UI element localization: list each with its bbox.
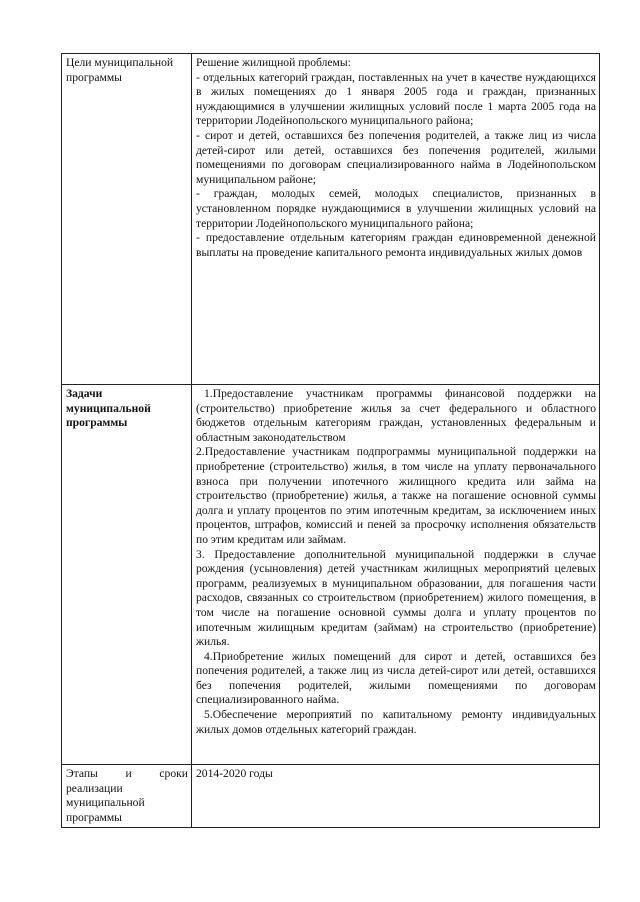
tasks-paragraph: 1.Предоставление участникам программы финансовой поддержки на (строительство) приобретение жилья за счет федерального и областного бюджетов отдельным категориям граждан, установленных федеральным и областным законодательством bbox=[196, 387, 596, 444]
row-value-stages bbox=[192, 765, 600, 828]
tasks-paragraph: 3. Предоставление дополнительной муниципальной поддержки в случае рождения (усыновления) детей участникам жилищных мероприятий целевых программ, реализуемых в муниципальном образовании, для погашения части расходов, связанных со строительством (приобретением) жилого помещения, в том числе на погашение основной суммы долга и уплату процентов по ипотечным жилищным кредитам (займам) на строительство (приобретение) жилья. bbox=[196, 547, 596, 649]
goals-paragraph: - предоставление отдельным категориям граждан единовременной денежной выплаты на проведение капитального ремонта индивидуальных жилых домов bbox=[196, 231, 596, 259]
table-row-stages bbox=[62, 765, 600, 828]
row-label-goals bbox=[62, 54, 192, 385]
table-row-tasks bbox=[62, 385, 600, 765]
table-row-goals bbox=[62, 54, 600, 385]
goals-paragraph: Решение жилищной проблемы: bbox=[196, 56, 351, 69]
goals-label: Цели муниципальной программы bbox=[66, 56, 174, 84]
row-value-tasks bbox=[192, 385, 600, 765]
goals-paragraph: - сирот и детей, оставшихся без попечения родителей, а также лиц из числа детей-сирот или детей, оставшихся без попечения родителей, жилыми помещениями по договорам специализированного найма в Лодейнопольском муниципальном районе; bbox=[196, 128, 596, 186]
stages-value: 2014-2020 годы bbox=[196, 767, 273, 780]
tasks-paragraph: 5.Обеспечение мероприятий по капитальному ремонту индивидуальных жилых домов отдельных категорий граждан. bbox=[196, 708, 596, 736]
stages-label: Этапы и сроки реализации муниципальной программы bbox=[66, 767, 188, 824]
tasks-paragraph: 4.Приобретение жилых помещений для сирот и детей, оставшихся без попечения родителей, а также лиц из числа детей-сирот или детей, оставшихся без попечения родителей, жилыми помещениями по договорам специализированного найма. bbox=[196, 649, 596, 707]
goals-paragraph: - граждан, молодых семей, молодых специалистов, признанных в установленном порядке нуждающимися в улучшении жилищных условий на территории Лодейнопольского муниципального района; bbox=[196, 187, 596, 230]
row-label-tasks bbox=[62, 385, 192, 765]
row-label-stages bbox=[62, 765, 192, 828]
row-value-goals bbox=[192, 54, 600, 385]
tasks-label: Задачи муниципальной программы bbox=[66, 387, 151, 430]
tasks-paragraph: 2.Предоставление участникам подпрограммы муниципальной поддержки на приобретение (строительство) жилья, в том числе на уплату первоначального взноса при получении ипотечного жилищного кредита или займа на строительство (приобретение) жилья, а также на погашение основной суммы долга и уплату процентов по этим ипотечным кредитам, за исключением иных процентов, штрафов, комиссий и пеней за просрочку исполнения обязательств по этим кредитам или займам. bbox=[196, 445, 596, 546]
goals-paragraph: - отдельных категорий граждан, поставленных на учет в качестве нуждающихся в жилых помещениях до 1 января 2005 года и граждан, признанных нуждающимися в улучшении жилищных условий после 1 марта 2005 года на территории Лодейнопольского муниципального района; bbox=[196, 70, 596, 128]
program-passport-table bbox=[61, 53, 600, 828]
